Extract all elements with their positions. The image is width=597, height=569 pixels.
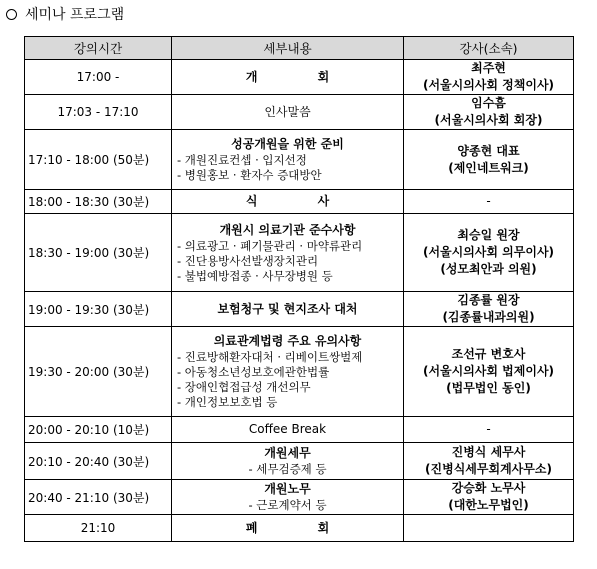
section-heading-text: 세미나 프로그램 [25, 7, 125, 23]
content-cell [172, 214, 404, 292]
speaker-name: 최승일 원장 [457, 228, 520, 242]
session-title: 식 사 [245, 194, 358, 208]
seminar-schedule-table [24, 36, 574, 542]
session-title: Coffee Break [248, 422, 327, 436]
table-row [25, 60, 574, 95]
time-cell: 20:10 - 20:40 (30분) [25, 443, 172, 480]
speaker-cell [404, 214, 574, 292]
content-cell [172, 292, 404, 327]
speaker-affiliation: (성모최안과 의원) [440, 262, 537, 276]
column-header-content: 세부내용 [172, 37, 404, 60]
session-title: 개원세무 [264, 446, 311, 460]
session-topic: - 근로계약서 등 [248, 498, 327, 512]
speaker-name: 양종현 대표 [457, 143, 520, 158]
content-cell [172, 60, 404, 95]
time-cell: 19:30 - 20:00 (30분) [25, 327, 172, 417]
speaker-name: 김종률 원장 [457, 293, 520, 307]
table-row [25, 443, 574, 480]
time-cell: 20:40 - 21:10 (30분) [25, 480, 172, 515]
session-topic: - 병원홍보 · 환자수 증대방안 [177, 168, 322, 182]
speaker-name: 최주현 [471, 61, 506, 75]
speaker-name: - [486, 194, 491, 208]
speaker-cell [404, 60, 574, 95]
speaker-affiliation: (법무법인 동인) [446, 381, 531, 395]
table-row [25, 417, 574, 443]
speaker-affiliation: (서울시의사회 법제이사) [422, 364, 555, 378]
speaker-cell [404, 480, 574, 515]
speaker-cell [404, 95, 574, 130]
speaker-affiliation: (진병식세무회계사무소) [425, 462, 552, 476]
session-title: 의료관계법령 주요 유의사항 [213, 334, 362, 348]
session-title: 인사말씀 [264, 104, 311, 119]
session-topic: - 진료방해환자대처 · 리베이트쌍벌제 [177, 350, 363, 364]
content-cell [172, 417, 404, 443]
session-topic: - 세무검증제 등 [248, 462, 327, 476]
speaker-cell [404, 292, 574, 327]
speaker-name: 조선규 변호사 [451, 347, 526, 361]
speaker-affiliation: (서울시의사회 의무이사) [422, 245, 555, 259]
table-row [25, 480, 574, 515]
table-row [25, 95, 574, 130]
session-topic: - 불법예방접종 · 사무장병원 등 [177, 268, 333, 283]
session-topic: - 의료광고 · 폐기물관리 · 마약류관리 [177, 238, 363, 253]
table-header-row [25, 37, 574, 60]
content-cell [172, 515, 404, 542]
speaker-cell [404, 515, 574, 542]
content-cell [172, 130, 404, 190]
table-row [25, 214, 574, 292]
session-title: 성공개원을 위한 준비 [231, 137, 344, 151]
content-cell [172, 190, 404, 214]
speaker-name: 임수흠 [471, 96, 506, 110]
time-cell: 18:30 - 19:00 (30분) [25, 214, 172, 292]
session-title: 개원시 의료기관 준수사항 [219, 222, 356, 237]
content-cell [172, 95, 404, 130]
session-title: 개원노무 [264, 482, 311, 496]
speaker-affiliation: (서울시의사회 회장) [434, 113, 543, 127]
table-row [25, 515, 574, 542]
session-title: 개 회 [245, 69, 358, 84]
speaker-affiliation: (서울시의사회 정책이사) [422, 78, 555, 92]
speaker-cell [404, 130, 574, 190]
content-cell [172, 480, 404, 515]
session-topic: - 개인정보보호법 등 [177, 395, 278, 409]
content-cell [172, 443, 404, 480]
column-header-speaker: 강사(소속) [404, 37, 574, 60]
session-topic: - 장애인협접급성 개선의무 [177, 380, 311, 394]
table-row [25, 327, 574, 417]
session-topic: - 아동청소년성보호에관한법률 [177, 365, 330, 379]
speaker-cell [404, 417, 574, 443]
speaker-affiliation: (제인네트워크) [448, 160, 529, 175]
time-cell: 17:00 - [25, 60, 172, 95]
speaker-name: 강승화 노무사 [451, 481, 526, 495]
speaker-cell [404, 190, 574, 214]
section-heading [6, 4, 124, 24]
time-cell: 17:10 - 18:00 (50분) [25, 130, 172, 190]
session-title: 폐 회 [245, 520, 358, 535]
speaker-name: - [486, 422, 491, 436]
speaker-affiliation: (대한노무법인) [448, 498, 529, 512]
circle-bullet-icon [6, 9, 17, 20]
table-row [25, 292, 574, 327]
speaker-cell [404, 327, 574, 417]
session-topic: - 개원진료컨셉 · 입지선정 [177, 153, 307, 167]
speaker-affiliation: (김종률내과의원) [442, 310, 535, 324]
time-cell: 19:00 - 19:30 (30분) [25, 292, 172, 327]
time-cell: 21:10 [25, 515, 172, 542]
table-row [25, 130, 574, 190]
column-header-time: 강의시간 [25, 37, 172, 60]
session-title: 보험청구 및 현지조사 대처 [217, 301, 358, 316]
session-topic: - 진단용방사선발생장치관리 [177, 253, 319, 268]
speaker-cell [404, 443, 574, 480]
time-cell: 20:00 - 20:10 (10분) [25, 417, 172, 443]
table-row [25, 190, 574, 214]
time-cell: 18:00 - 18:30 (30분) [25, 190, 172, 214]
content-cell [172, 327, 404, 417]
speaker-name: 진병식 세무사 [451, 445, 526, 459]
time-cell: 17:03 - 17:10 [25, 95, 172, 130]
